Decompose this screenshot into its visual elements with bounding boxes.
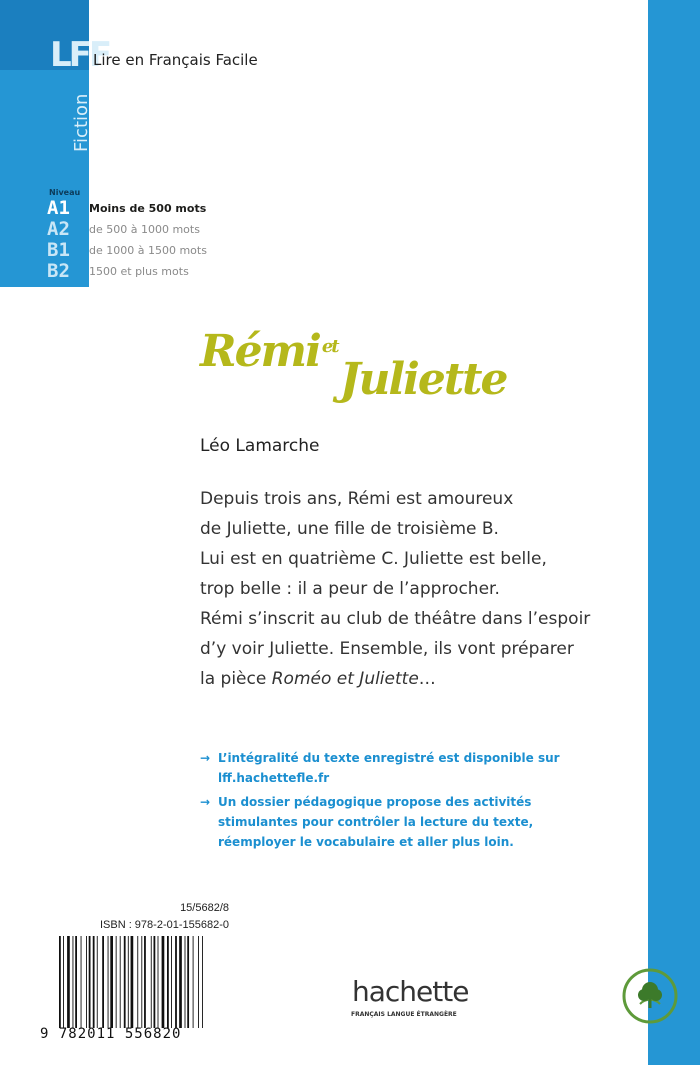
blurb-line: trop belle : il a peur de l’approcher.: [200, 579, 500, 599]
isbn-block: [97, 900, 229, 934]
title-part2: Juliette: [339, 354, 507, 405]
blurb-last-line: [200, 664, 600, 694]
book-title: [200, 325, 507, 405]
level-code: A2: [47, 218, 70, 240]
level-code: A1: [47, 197, 70, 219]
barcode-digits: 9 782011 556820: [40, 1026, 182, 1042]
arrow-right-icon: →: [200, 795, 211, 809]
feature-item: [200, 792, 580, 852]
level-label: 1500 et plus mots: [89, 265, 189, 278]
feature-list: [200, 748, 580, 852]
blurb-line: d’y voir Juliette. Ensemble, ils vont préparer: [200, 639, 574, 659]
level-label: Moins de 500 mots: [89, 202, 207, 215]
blurb-play-title: Roméo et Juliette: [271, 669, 419, 689]
author-name: Léo Lamarche: [200, 436, 320, 456]
feature-text: Un dossier pédagogique propose des activités stimulantes pour contrôler la lecture du texte, réemployer le vocabulaire et aller plus loin.: [218, 795, 534, 849]
series-logo: LFF: [50, 35, 110, 75]
level-row-b2: [47, 261, 207, 282]
level-label: de 1000 à 1500 mots: [89, 244, 207, 257]
catalog-code: 15/5682/8: [180, 902, 229, 914]
level-row-b1: [47, 240, 207, 261]
tree-icon: [620, 966, 680, 1026]
barcode: [57, 936, 239, 1028]
series-name: Lire en Français Facile: [93, 51, 258, 69]
level-code: B2: [47, 260, 70, 282]
blurb-line: Rémi s’inscrit au club de théâtre dans l’espoir: [200, 609, 591, 629]
right-color-band: [648, 0, 700, 1065]
blurb-line: de Juliette, une fille de troisième B.: [200, 519, 499, 539]
isbn-number: ISBN : 978-2-01-155682-0: [99, 919, 229, 931]
blurb-last-suffix: …: [418, 669, 436, 689]
level-code: B1: [47, 239, 70, 261]
publisher-subtitle: FRANÇAIS LANGUE ÉTRANGÈRE: [351, 1011, 457, 1018]
genre-label: Fiction: [71, 93, 92, 152]
level-label: de 500 à 1000 mots: [89, 223, 200, 236]
level-heading: Niveau: [49, 188, 81, 197]
title-connector: et: [321, 336, 338, 357]
blurb: [200, 484, 600, 694]
publisher-logo: hachette: [352, 975, 469, 1008]
title-part1: Rémi: [200, 326, 320, 377]
blurb-last-prefix: la pièce: [200, 669, 272, 689]
feature-text: L’intégralité du texte enregistré est disponible sur lff.hachettefle.fr: [218, 751, 560, 785]
feature-item: [200, 748, 580, 788]
level-list: [47, 198, 207, 282]
level-row-a1: [47, 198, 207, 219]
blurb-line: Depuis trois ans, Rémi est amoureux: [200, 489, 514, 509]
blurb-line: Lui est en quatrième C. Juliette est belle,: [200, 549, 547, 569]
level-row-a2: [47, 219, 207, 240]
arrow-right-icon: →: [200, 751, 211, 765]
